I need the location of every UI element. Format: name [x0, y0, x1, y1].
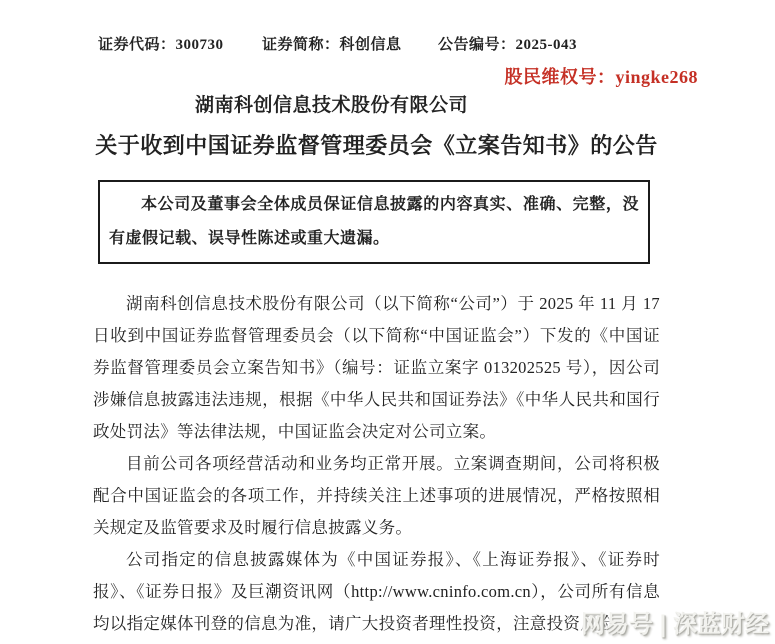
announcement-title: 关于收到中国证券监督管理委员会《立案告知书》的公告	[95, 133, 658, 158]
statement-box	[98, 180, 650, 264]
announcement-number: 公告编号：2025-043	[438, 37, 577, 53]
announcement-body	[93, 288, 660, 640]
body-paragraph: 湖南科创信息技术股份有限公司（以下简称“公司”）于 2025 年 11 月 17 日收到中国证券监督管理委员会（以下简称“中国证监会”）下发的《中国证券监督管理委员会立案告知书》（编号：证监立案字 013202525 号），因公司涉嫌信息披露违法违规，根据《中华人民共和国证券法》《中华人民共和国行政处罚法》等法律法规，中国证监会决定对公司立案。	[93, 294, 660, 441]
stock-short-name: 证券简称：科创信息	[262, 37, 402, 53]
watermark: 网易号 | 深蓝财经	[580, 611, 769, 638]
company-name-title: 湖南科创信息技术股份有限公司	[194, 95, 468, 116]
document-content	[93, 0, 660, 640]
statement-text: 本公司及董事会全体成员保证信息披露的内容真实、准确、完整，没有虚假记载、误导性陈述或重大遗漏。	[109, 196, 639, 247]
body-paragraph: 公司指定的信息披露媒体为《中国证券报》、《上海证券报》、《证券时报》、《证券日报》及巨潮资讯网（http://www.cninfo.com.cn），公司所有信息均以指定媒体刊登的信息为准，请广大投资者理性投资，注意投资风险。	[93, 550, 660, 633]
body-paragraph: 目前公司各项经营活动和业务均正常开展。立案调查期间，公司将积极配合中国证监会的各项工作，并持续关注上述事项的进展情况，严格按照相关规定及监管要求及时履行信息披露义务。	[93, 454, 660, 537]
securities-header-row	[93, 33, 660, 53]
stock-code: 证券代码：300730	[98, 37, 224, 53]
rights-protection-tag: 股民维权号：yingke268	[504, 67, 698, 87]
